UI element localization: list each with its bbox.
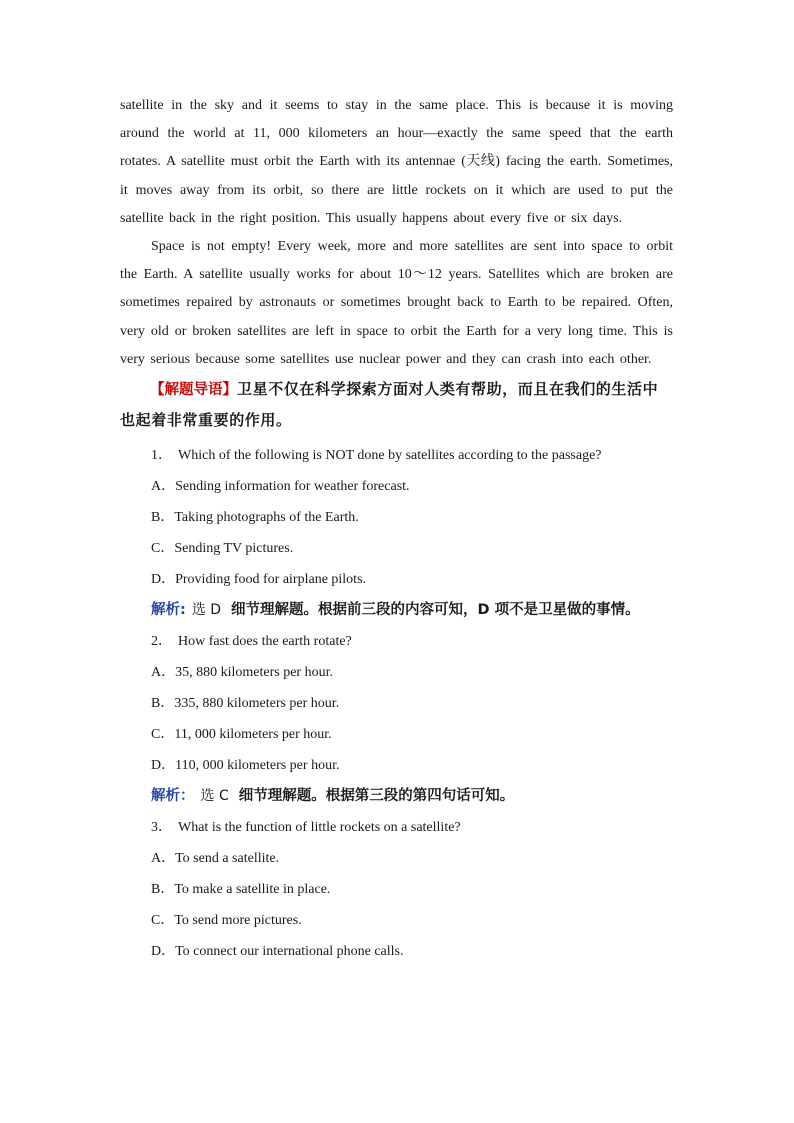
question-3-option-c: C．To send more pictures.	[151, 913, 302, 929]
question-2-option-a: A．35, 880 kilometers per hour.	[151, 665, 333, 681]
passage-paragraph-2: Space is not empty! Every week, more and more satellites are sent into space to orbit the Earth. A satellite usually works for about 10～12 years. Satellites which are broken are sometimes repaired by astronauts or sometimes brought back to Earth to be repaired. Often, very old or broken satellites are left in space to orbit the Earth for a very long time. This is very serious because some satellites use nuclear power and they can crash into each other.	[120, 239, 673, 367]
guide-text: 卫星不仅在科学探索方面对人类有帮助，而且在我们的生活中也起着非常重要的作用。	[120, 380, 659, 430]
analysis-label: 解析:	[151, 602, 186, 619]
question-1-option-c: C．Sending TV pictures.	[151, 541, 294, 557]
analysis-text: 细节理解题。根据前三段的内容可知，D 项不是卫星做的事情。	[231, 602, 640, 619]
question-text: How fast does the earth rotate?	[178, 634, 352, 650]
question-3-option-d: D．To connect our international phone calls.	[151, 944, 404, 960]
question-1-stem	[120, 440, 673, 471]
question-text: Which of the following is NOT done by satellites according to the passage?	[178, 448, 602, 464]
question-1-analysis	[120, 595, 673, 626]
question-3-stem	[120, 812, 673, 843]
analysis-answer: 选 D	[191, 602, 222, 619]
question-number: 1．	[151, 448, 172, 464]
question-2-option-d: D．110, 000 kilometers per hour.	[151, 758, 340, 774]
guide-tag: 【解题导语】	[150, 382, 237, 399]
analysis-answer: 选 C	[200, 788, 229, 805]
document-page	[120, 92, 673, 967]
question-3-option-b: B．To make a satellite in place.	[151, 882, 331, 898]
question-2-stem	[120, 626, 673, 657]
question-1-option-a: A．Sending information for weather forecast.	[151, 479, 410, 495]
question-2-option-c: C．11, 000 kilometers per hour.	[151, 727, 332, 743]
question-3-option-a: A．To send a satellite.	[151, 851, 280, 867]
questions-section	[120, 440, 673, 967]
analysis-text: 细节理解题。根据第三段的第四句话可知。	[238, 788, 515, 805]
question-number: 2．	[151, 634, 172, 650]
question-number: 3．	[151, 820, 172, 836]
problem-guide	[120, 374, 673, 436]
question-text: What is the function of little rockets on a satellite?	[178, 820, 461, 836]
passage-paragraph-1: satellite in the sky and it seems to stay in the same place. This is because it is moving around the world at 11, 000 kilometers an hour—exactly the same speed that the earth rotates. A satellite must orbit the Earth with its antennae (天线) facing the earth. Sometimes, it moves away from its orbit, so there are little rockets on it which are used to put the satellite back in the right position. This usually happens about every five or six days.	[120, 98, 673, 226]
analysis-label: 解析：	[151, 788, 195, 805]
question-1-option-d: D．Providing food for airplane pilots.	[151, 572, 367, 588]
question-2-option-b: B．335, 880 kilometers per hour.	[151, 696, 340, 712]
question-1-option-b: B．Taking photographs of the Earth.	[151, 510, 359, 526]
question-2-analysis	[120, 781, 673, 812]
